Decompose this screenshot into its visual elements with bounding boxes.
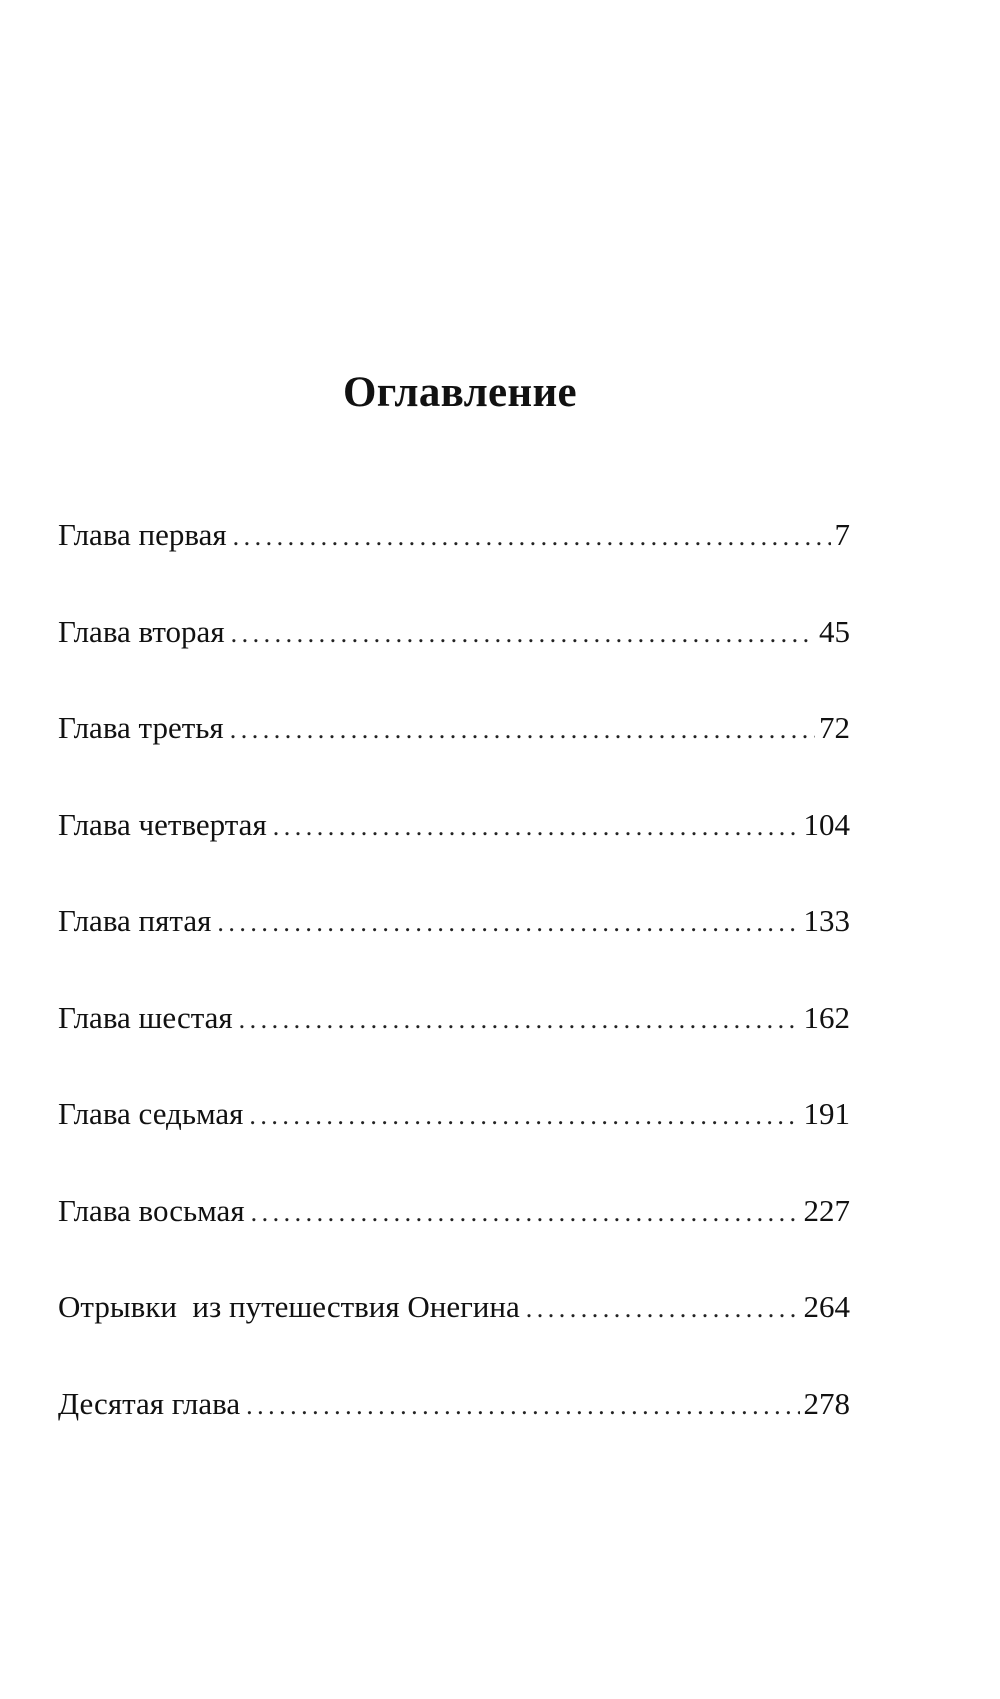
toc-entry-title: Глава третья xyxy=(58,710,224,745)
toc-entry-title: Глава шестая xyxy=(58,999,233,1035)
toc-entry-title: Отрывки из путешествия Онегина xyxy=(58,1289,520,1324)
toc-page-number: 7 xyxy=(834,517,850,552)
toc-entry-title: Глава первая xyxy=(58,517,227,552)
toc-entry xyxy=(58,612,850,709)
toc-entry-title: Глава седьмая xyxy=(58,1096,244,1131)
toc-page-number: 133 xyxy=(803,903,850,938)
toc-entry-title: Глава восьмая xyxy=(58,1192,245,1228)
dot-leader xyxy=(230,710,815,750)
toc-entry xyxy=(58,1384,850,1481)
toc-page-number: 45 xyxy=(819,613,850,649)
toc-entry xyxy=(58,1094,850,1191)
toc-entry xyxy=(58,805,850,902)
dot-leader xyxy=(526,1289,800,1329)
toc-entry-title: Глава вторая xyxy=(58,613,225,649)
page-title: Оглавление xyxy=(343,369,577,416)
toc-entry xyxy=(58,998,850,1095)
dot-leader xyxy=(239,1000,800,1040)
toc-page-number: 72 xyxy=(819,710,850,745)
dot-leader xyxy=(233,517,831,557)
toc-page-number: 264 xyxy=(803,1289,850,1324)
toc-entry xyxy=(58,1287,850,1384)
toc-entry xyxy=(58,515,850,612)
dot-leader xyxy=(273,807,800,847)
toc-page-number: 104 xyxy=(803,806,850,842)
dot-leader xyxy=(246,1386,799,1426)
dot-leader xyxy=(217,903,799,943)
dot-leader xyxy=(251,1193,800,1233)
toc-page-number: 191 xyxy=(803,1096,850,1131)
dot-leader xyxy=(231,614,815,654)
dot-leader xyxy=(249,1096,799,1136)
toc-page-number: 278 xyxy=(803,1385,850,1421)
toc-entry xyxy=(58,708,850,805)
toc-entry-title: Глава пятая xyxy=(58,903,212,938)
toc-entry-title: Глава четвертая xyxy=(58,806,267,842)
toc-entry-title: Десятая глава xyxy=(58,1385,241,1421)
table-of-contents xyxy=(58,515,850,1480)
toc-page-number: 227 xyxy=(803,1192,850,1228)
toc-entry xyxy=(58,901,850,998)
toc-entry xyxy=(58,1191,850,1288)
toc-page-number: 162 xyxy=(803,999,850,1035)
